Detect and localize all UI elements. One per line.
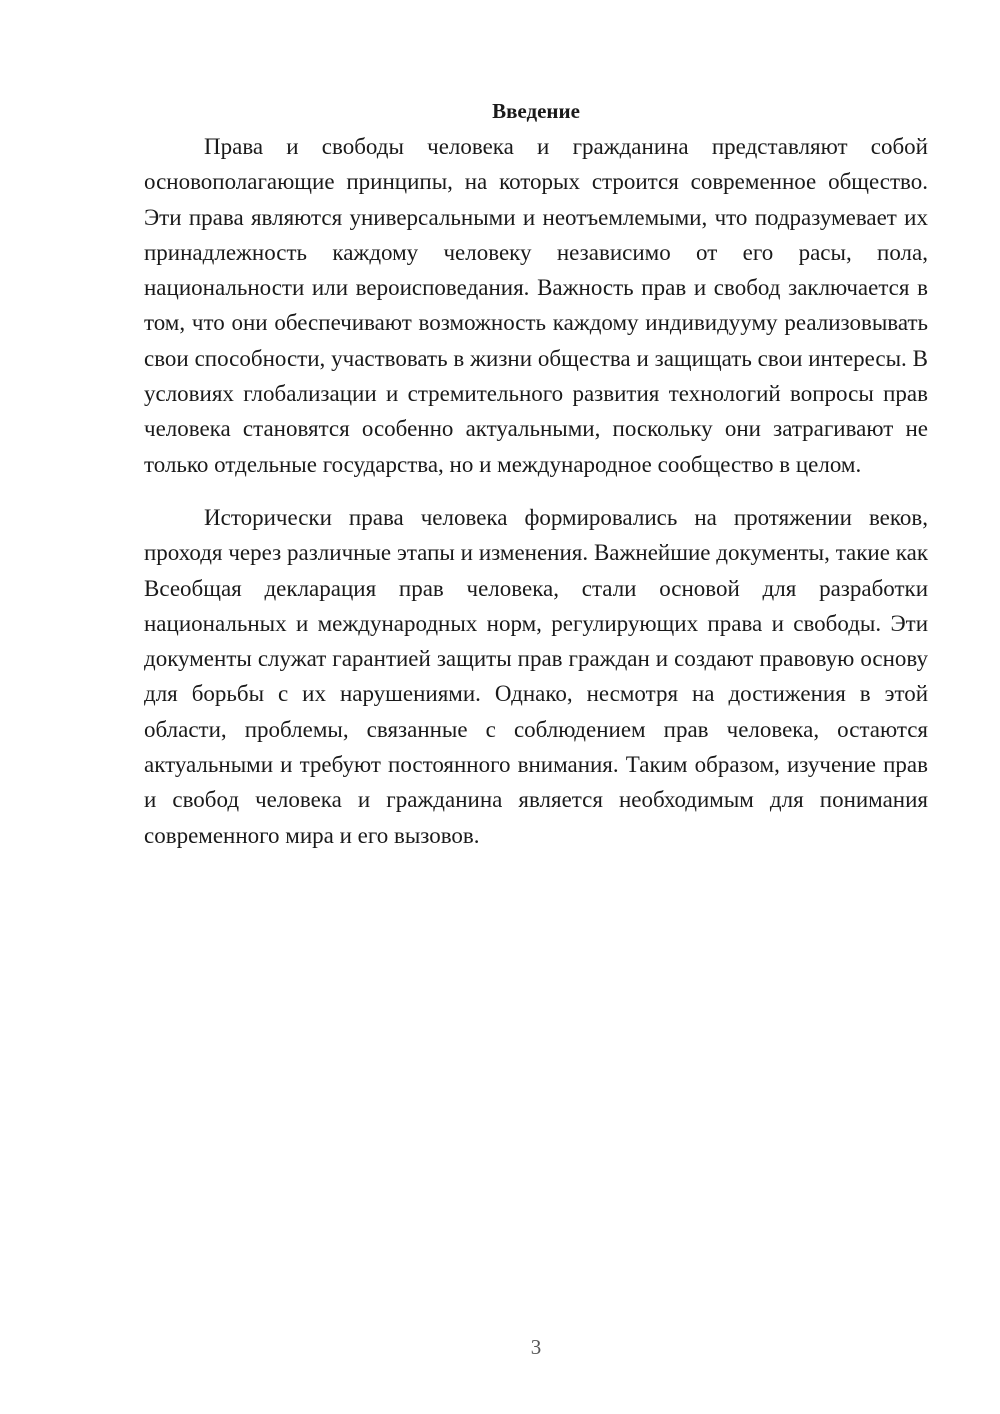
paragraph-2: Исторически права человека формировались на протяжении веков, проходя через различные этапы и изменения. Важнейшие документы, такие как Всеобщая декларация прав человека, стали основой для разработки национальных и международных норм, регулирующих права и свободы. Эти документы служат гарантией защиты прав граждан и создают правовую основу для борьбы с их нарушениями. Однако, несмотря на достижения в этой области, проблемы, связанные с соблюдением прав человека, остаются актуальными и требуют постоянного внимания. Таким образом, изучение прав и свобод человека и гражданина является необходимым для понимания современного мира и его вызовов.: [144, 504, 928, 848]
paragraph-1: Права и свободы человека и гражданина представляют собой основополагающие принципы, на которых строится современное общество. Эти права являются универсальными и неотъемлемыми, что подразумевает их принадлежность каждому человеку независимо от его расы, пола, национальности или вероисповедания. Важность прав и свобод заключается в том, что они обеспечивают возможность каждому индивидууму реализовывать свои способности, участвовать в жизни общества и защищать свои интересы. В условиях глобализации и стремительного развития технологий вопросы прав человека становятся особенно актуальными, поскольку они затрагивают не только отдельные государства, но и международное сообщество в целом.: [144, 134, 928, 477]
page-content: [144, 93, 928, 853]
page-number: 3: [530, 1335, 542, 1359]
page-title: Введение: [492, 99, 580, 123]
